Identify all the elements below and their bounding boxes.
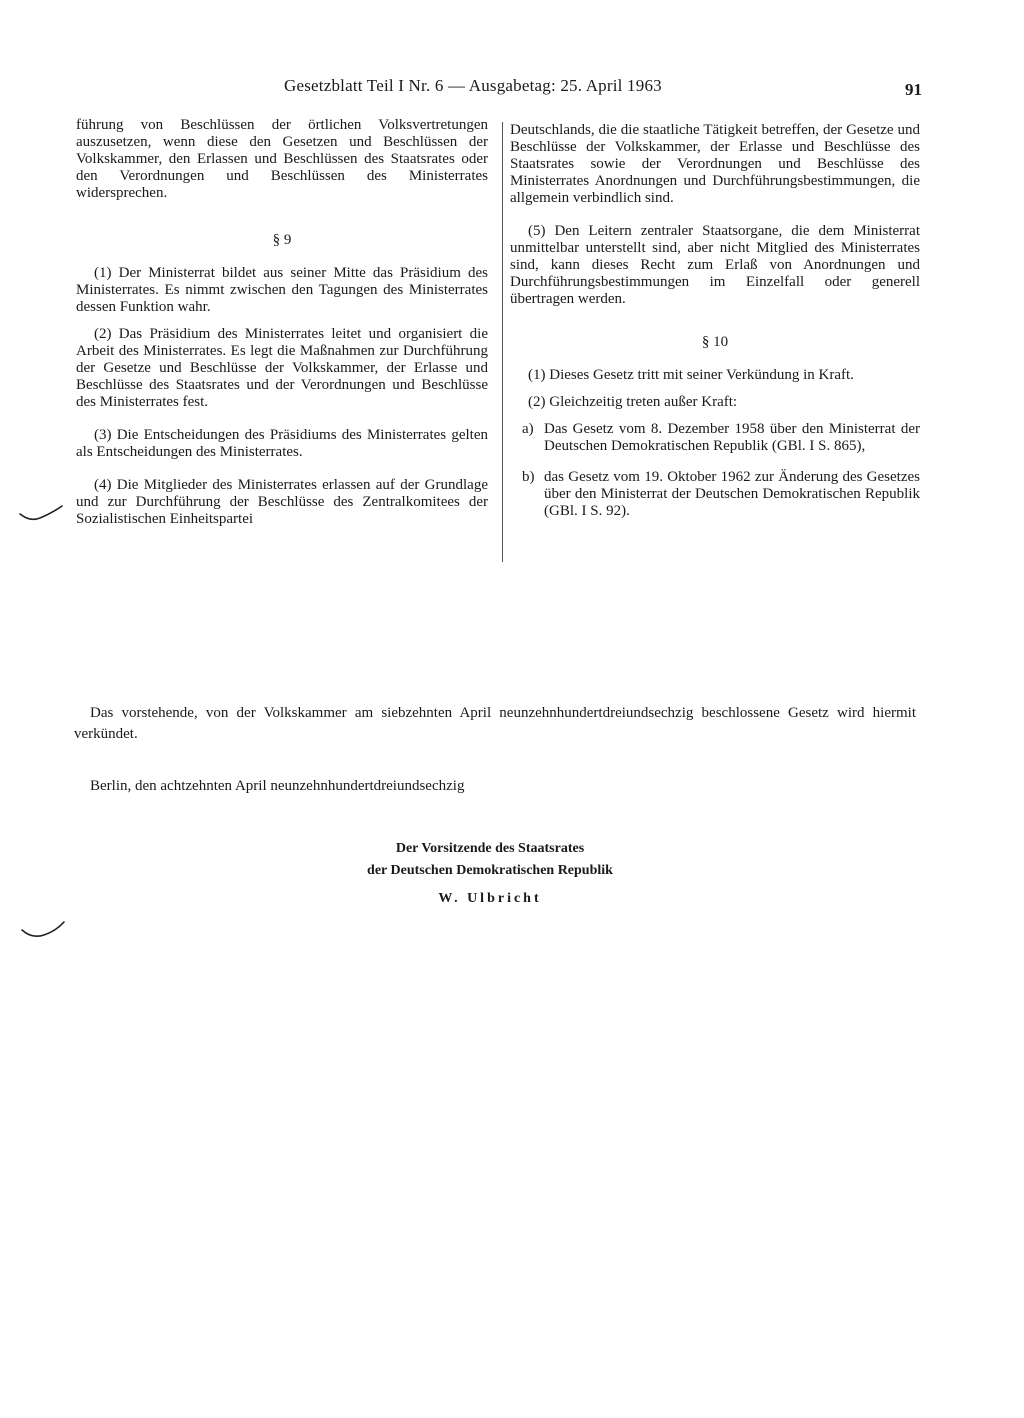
repeal-list-item (522, 421, 920, 455)
section-10-heading: § 10 (701, 334, 729, 350)
section-9-paragraph-3: (3) Die Entscheidungen des Präsidiums des Ministerrates gelten als Entscheidungen des Ministerrates. (76, 427, 488, 460)
right-column (510, 122, 920, 520)
list-item-marker: a) (522, 421, 534, 437)
proclamation-paragraph (74, 703, 916, 745)
repeal-list-item (522, 469, 920, 520)
list-item-marker: b) (522, 469, 535, 485)
signature-line-1: Der Vorsitzende des Staatsrates (395, 841, 585, 856)
section-10-paragraph-1: (1) Dieses Gesetz tritt mit seiner Verkündung in Kraft. (528, 367, 854, 383)
section-10-paragraph-2: (2) Gleichzeitig treten außer Kraft: (528, 394, 738, 410)
proclamation-text: Das vorstehende, von der Volkskammer am siebzehnten April neunzehnhundertdreiundsechzig beschlossene Gesetz wird hiermit verkündet. (74, 705, 916, 742)
section-9-heading: § 9 (272, 232, 292, 248)
page-number: 91 (905, 80, 922, 99)
list-item-text: das Gesetz vom 19. Oktober 1962 zur Änderung des Gesetzes über den Ministerrat der Deutschen Demokratischen Republik (GBl. I S. 92). (544, 469, 920, 519)
section-9-paragraph-1: (1) Der Ministerrat bildet aus seiner Mitte das Präsidium des Ministerrates. Es nimmt zwischen den Tagungen des Ministerrates dessen Funktion wahr. (76, 265, 488, 315)
section-9-paragraph-5: (5) Den Leitern zentraler Staatsorgane, die dem Ministerrat unmittelbar unterstellt sind, aber nicht Mitglied des Ministerrates sind, kann dieses Recht zum Erlaß von Anordnungen und Durchführungsbestimmungen im Einzelfall oder generell übertragen werden. (510, 223, 920, 307)
column-divider (502, 122, 503, 562)
left-continuation-paragraph: führung von Beschlüssen der örtlichen Volksvertretungen auszusetzen, wenn diese den Gesetzen und Beschlüssen der Volkskammer, den Erlassen und Beschlüssen des Staatsrates oder den Verordnungen und Beschlüssen des Ministerrates widersprechen. (76, 117, 488, 201)
margin-tick-mark (20, 918, 68, 942)
margin-tick-mark (18, 502, 66, 524)
signature-line-2: der Deutschen Demokratischen Republik (367, 863, 613, 878)
signature-block (290, 838, 690, 910)
signer-name: W. Ulbricht (438, 891, 542, 906)
list-item-text: Das Gesetz vom 8. Dezember 1958 über den Ministerrat der Deutschen Demokratischen Republik (GBl. I S. 865), (544, 421, 920, 454)
section-9-paragraph-4: (4) Die Mitglieder des Ministerrates erlassen auf der Grundlage und zur Durchführung der Beschlüsse des Zentralkomitees der Sozialistischen Einheitspartei (76, 477, 488, 527)
left-column (76, 117, 488, 528)
page-header-title: Gesetzblatt Teil I Nr. 6 — Ausgabetag: 25. April 1963 (284, 76, 662, 95)
right-continuation-paragraph: Deutschlands, die die staatliche Tätigkeit betreffen, der Gesetze und Beschlüsse der Volkskammer, der Erlasse und Beschlüsse des Staatsrates sowie der Verordnungen und Beschlüsse des Ministerrates Anordnungen und Durchführungsbestimmungen, die allgemein verbindlich sind. (510, 122, 920, 206)
place-date-line: Berlin, den achtzehnten April neunzehnhundertdreiundsechzig (90, 778, 465, 794)
section-9-paragraph-2: (2) Das Präsidium des Ministerrates leitet und organisiert die Arbeit des Ministerrates. Es legt die Maßnahmen zur Durchführung der Gesetze und Beschlüsse der Volkskammer, der Erlasse und Beschlüsse des Staatsrates und der Verordnungen und Beschlüsse des Ministerrates fest. (76, 326, 488, 410)
